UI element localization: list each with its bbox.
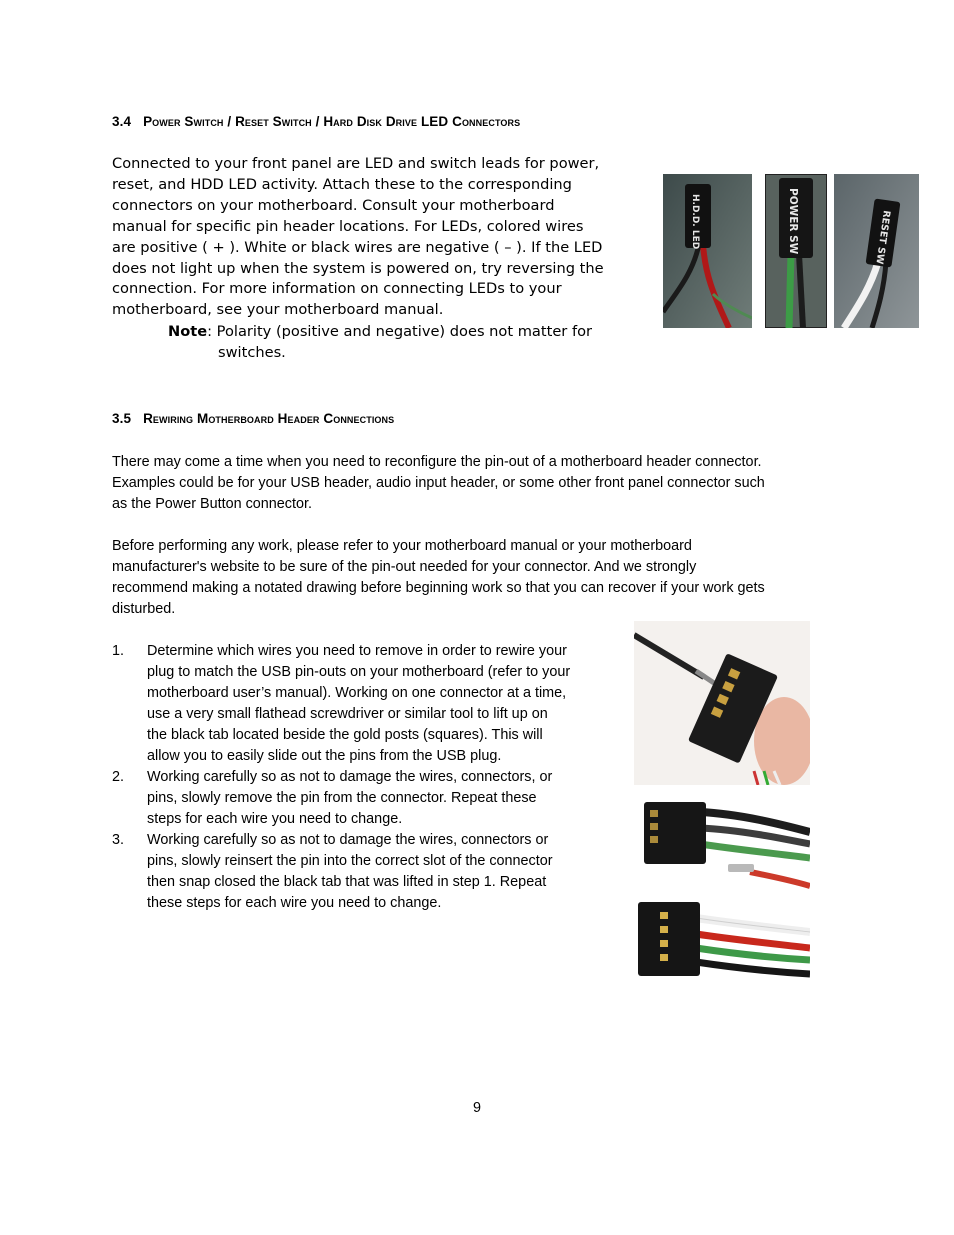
text-line: manual for specific pin header locations. For LEDs, colored wires <box>112 217 584 235</box>
text-line: motherboard user’s manual). Working on one connector at a time, <box>147 685 567 701</box>
text-line: reset, and HDD LED activity. Attach these to the corresponding <box>112 175 572 193</box>
text-line: Examples could be for your USB header, audio input header, or some other front panel connector such <box>112 475 765 491</box>
connector-pin-removed-photo <box>640 800 810 892</box>
section-heading-3-4 <box>112 114 520 129</box>
text-line: does not light up when the system is powered on, try reversing the <box>112 259 604 277</box>
text-line: manufacturer's website to be sure of the pin-out needed for your connector. And we strongly <box>112 559 697 575</box>
list-number: 2. <box>112 769 125 785</box>
text-line: pins, slowly remove the pin from the connector. Repeat these <box>147 790 537 806</box>
text-line: Working carefully so as not to damage the wires, connectors or <box>147 832 549 848</box>
text-line: these steps for each wire you need to change. <box>147 895 442 911</box>
section-number: 3.4 <box>112 114 132 129</box>
reset-sw-label: RESET SW <box>873 209 892 265</box>
power-sw-label: POWER SW <box>787 188 799 255</box>
note-label: Note <box>168 323 208 340</box>
note-text-continued: switches. <box>218 344 286 361</box>
section-number: 3.5 <box>112 411 132 426</box>
power-sw-lead-photo <box>765 174 827 328</box>
text-line: motherboard, see your motherboard manual. <box>112 301 444 319</box>
text-line: then snap closed the black tab that was lifted in step 1. Repeat <box>147 874 547 890</box>
section-3-4-paragraph <box>112 154 604 321</box>
text-line: disturbed. <box>112 601 176 617</box>
text-line: use a very small flathead screwdriver or similar tool to lift up on <box>147 706 548 722</box>
text-line: steps for each wire you need to change. <box>147 811 403 827</box>
text-line: Before performing any work, please refer to your motherboard manual or your motherboard <box>112 538 692 554</box>
text-line: Working carefully so as not to damage the wires, connectors, or <box>147 769 553 785</box>
hdd-led-label: H.D.D. LED <box>690 194 700 250</box>
connector-reassembled-photo <box>636 898 810 986</box>
text-line: connection. For more information on connecting LEDs to your <box>112 280 562 298</box>
text-line: the black tab located beside the gold posts (squares). This will <box>147 727 543 743</box>
text-line: There may come a time when you need to reconfigure the pin-out of a motherboard header connector. <box>112 454 762 470</box>
polarity-note <box>168 321 592 363</box>
list-number: 1. <box>112 643 125 659</box>
reset-sw-lead-photo <box>834 174 919 328</box>
note-text: : Polarity (positive and negative) does not matter for <box>207 323 593 340</box>
usb-plug-tab-photo <box>634 621 810 785</box>
section-title: Power Switch / Reset Switch / Hard Disk Drive LED Connectors <box>143 114 521 129</box>
section-3-5-warning-paragraph <box>112 536 765 620</box>
text-line: Determine which wires you need to remove in order to rewire your <box>147 643 567 659</box>
section-title: Rewiring Motherboard Header Connections <box>143 411 395 426</box>
list-item <box>112 641 570 767</box>
text-line: recommend making a notated drawing before beginning work so that you can recover if your work gets <box>112 580 765 596</box>
list-item <box>112 767 570 830</box>
page-number: 9 <box>472 1100 481 1116</box>
list-number: 3. <box>112 832 125 848</box>
text-line: Connected to your front panel are LED and switch leads for power, <box>112 155 600 172</box>
text-line: plug to match the USB pin-outs on your motherboard (refer to your <box>147 664 571 680</box>
text-line: allow you to easily slide out the pins from the USB plug. <box>147 748 502 764</box>
rewiring-steps-list <box>112 641 570 914</box>
text-line: are positive ( + ). White or black wires are negative ( – ). If the LED <box>112 238 603 256</box>
section-3-5-intro-paragraph <box>112 452 765 515</box>
section-heading-3-5 <box>112 411 394 426</box>
text-line: pins, slowly reinsert the pin into the correct slot of the connector <box>147 853 553 869</box>
list-item <box>112 830 570 914</box>
text-line: connectors on your motherboard. Consult your motherboard <box>112 196 555 214</box>
text-line: as the Power Button connector. <box>112 496 312 512</box>
hdd-led-lead-photo <box>663 174 752 328</box>
